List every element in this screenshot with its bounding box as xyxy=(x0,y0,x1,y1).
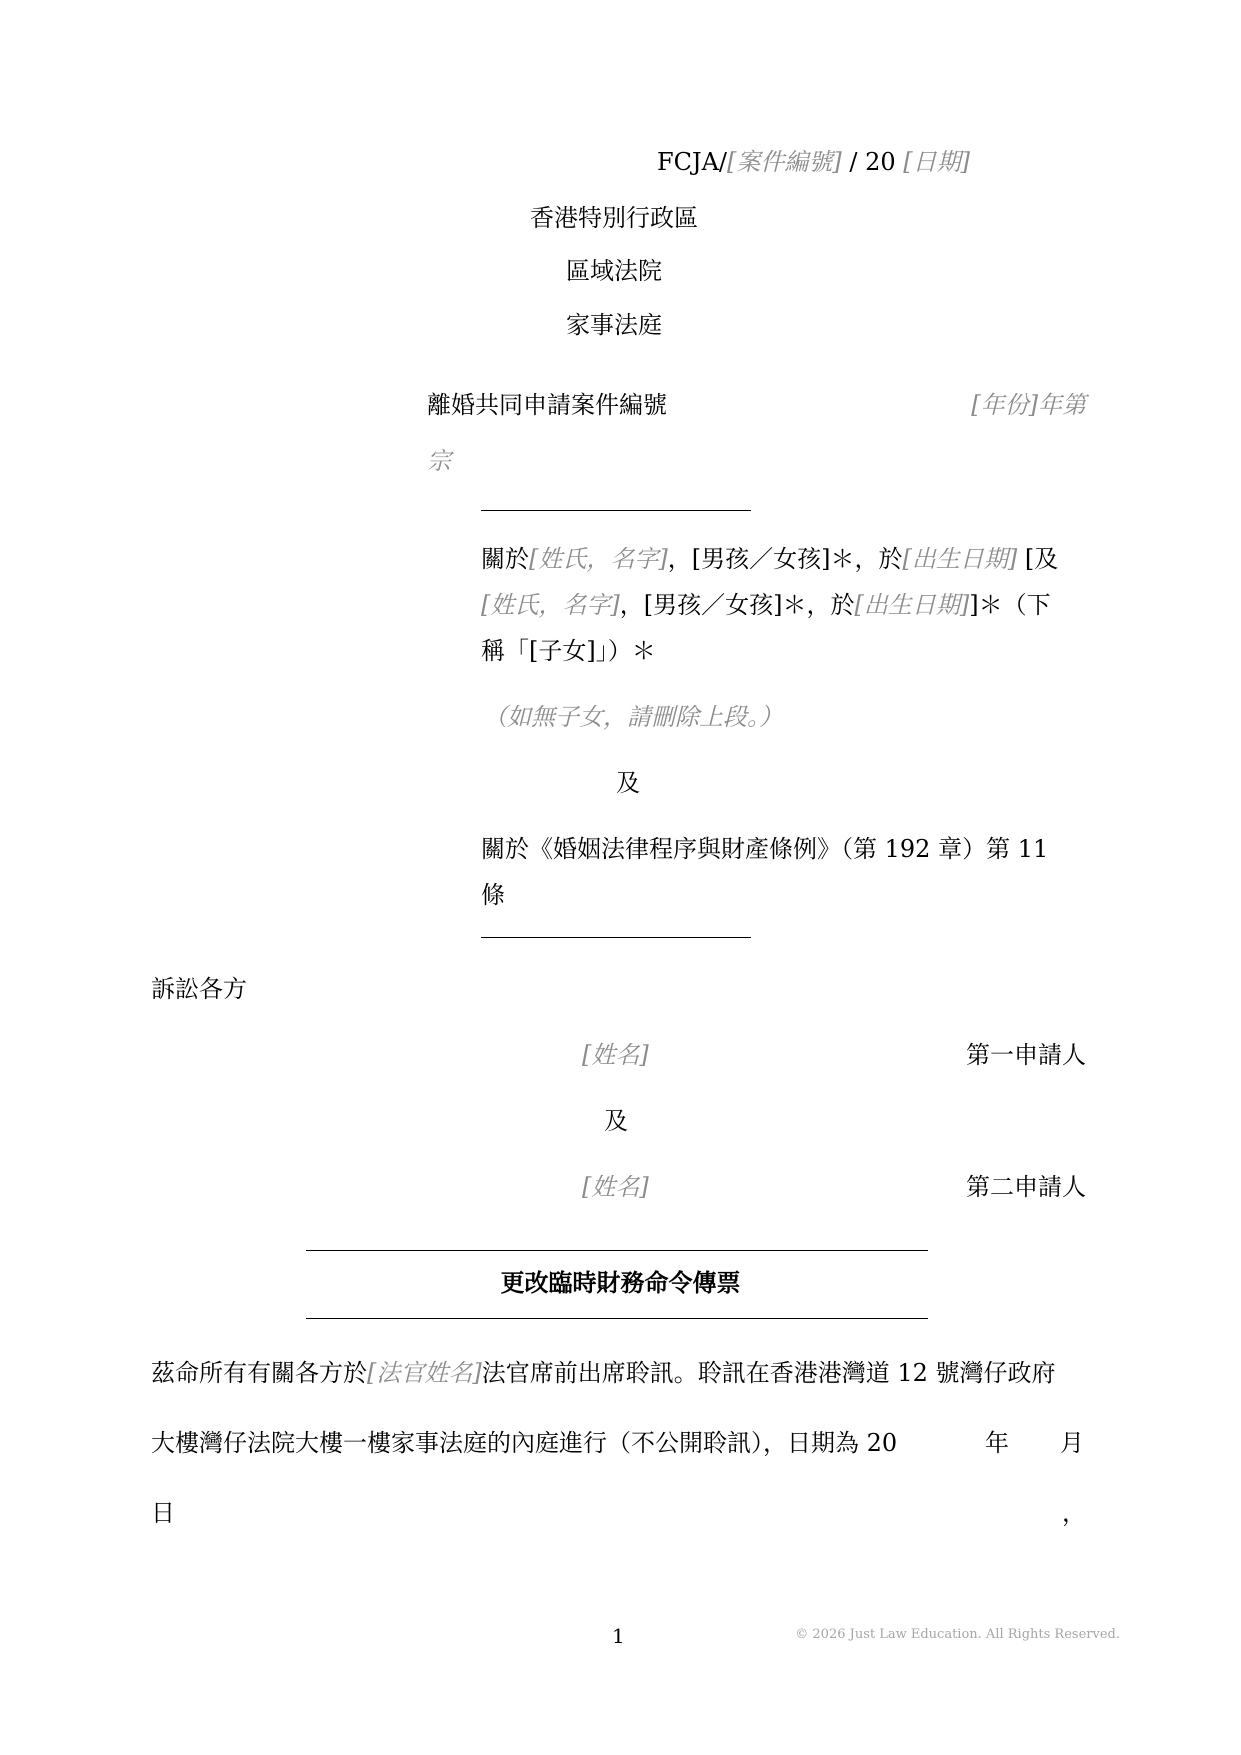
page-number: 1 xyxy=(612,1624,625,1648)
matter-line-2 xyxy=(481,590,1051,620)
parties-heading: 訴訟各方 xyxy=(151,975,247,1003)
child-name-1-placeholder: [姓氏，名字] xyxy=(529,545,668,573)
first-applicant-label: 第一申請人 xyxy=(966,1041,1086,1069)
matter-text: ，[男孩／女孩]＊，於 xyxy=(667,545,903,573)
matter-text: [及 xyxy=(1017,545,1059,573)
court-region: 香港特別行政區 xyxy=(530,204,698,232)
parties-and: 及 xyxy=(604,1107,628,1135)
matter-text: ]＊（下 xyxy=(969,591,1051,619)
divider-top xyxy=(481,510,751,511)
body-text: 法官席前出席聆訊。聆訊在香港港灣道 12 號灣仔政府 xyxy=(481,1359,1056,1387)
ordinance-line-1: 關於《婚姻法律程序與財產條例》（第 192 章）第 11 xyxy=(481,835,1049,863)
ref-separator: / 20 xyxy=(841,148,904,176)
copyright-notice: © 2026 Just Law Education. All Rights Reserved. xyxy=(795,1627,1120,1642)
title-rule-bottom xyxy=(306,1318,928,1319)
hearing-month-label: 月 xyxy=(1060,1429,1084,1457)
ref-case-number-placeholder: [案件編號] xyxy=(727,148,842,176)
delete-note: （如無子女，請刪除上段。） xyxy=(483,703,783,731)
matter-line-1 xyxy=(481,544,1058,574)
ordinance-line-2: 條 xyxy=(481,881,505,909)
court-division: 家事法庭 xyxy=(566,311,662,339)
child-dob-2-placeholder: [出生日期] xyxy=(854,591,970,619)
title-rule-top xyxy=(306,1250,928,1251)
body-line-2: 大樓灣仔法院大樓一樓家事法庭的內庭進行（不公開聆訊），日期為 20 xyxy=(151,1429,898,1457)
second-applicant-label: 第二申請人 xyxy=(966,1173,1086,1201)
hearing-year-label: 年 xyxy=(985,1429,1009,1457)
ref-prefix: FCJA/ xyxy=(656,148,728,176)
court-name: 區域法院 xyxy=(566,257,662,285)
matter-line-3: 稱「[子女]」）＊ xyxy=(481,637,656,665)
first-applicant-name-placeholder: [姓名] xyxy=(582,1041,649,1069)
document-title: 更改臨時財務命令傳票 xyxy=(500,1268,741,1297)
case-reference xyxy=(657,147,970,177)
ref-date-placeholder: [日期] xyxy=(903,148,970,176)
case-year-placeholder: [年份]年第 xyxy=(971,391,1086,419)
body-line-1 xyxy=(151,1358,1056,1388)
matter-and: 及 xyxy=(616,769,640,797)
matter-text: ，[男孩／女孩]＊，於 xyxy=(619,591,855,619)
judge-name-placeholder: [法官姓名] xyxy=(367,1359,482,1387)
second-applicant-name-placeholder: [姓名] xyxy=(582,1173,649,1201)
matter-text: 關於 xyxy=(481,545,529,573)
child-dob-1-placeholder: [出生日期] xyxy=(902,545,1018,573)
divider-bottom xyxy=(481,937,751,938)
child-name-2-placeholder: [姓氏，名字] xyxy=(481,591,620,619)
case-suffix: 宗 xyxy=(427,447,451,475)
body-text: 茲命所有有關各方於 xyxy=(151,1359,367,1387)
body-comma: ， xyxy=(1062,1499,1086,1527)
hearing-day-label: 日 xyxy=(151,1499,175,1527)
case-number-label: 離婚共同申請案件編號 xyxy=(427,391,667,419)
